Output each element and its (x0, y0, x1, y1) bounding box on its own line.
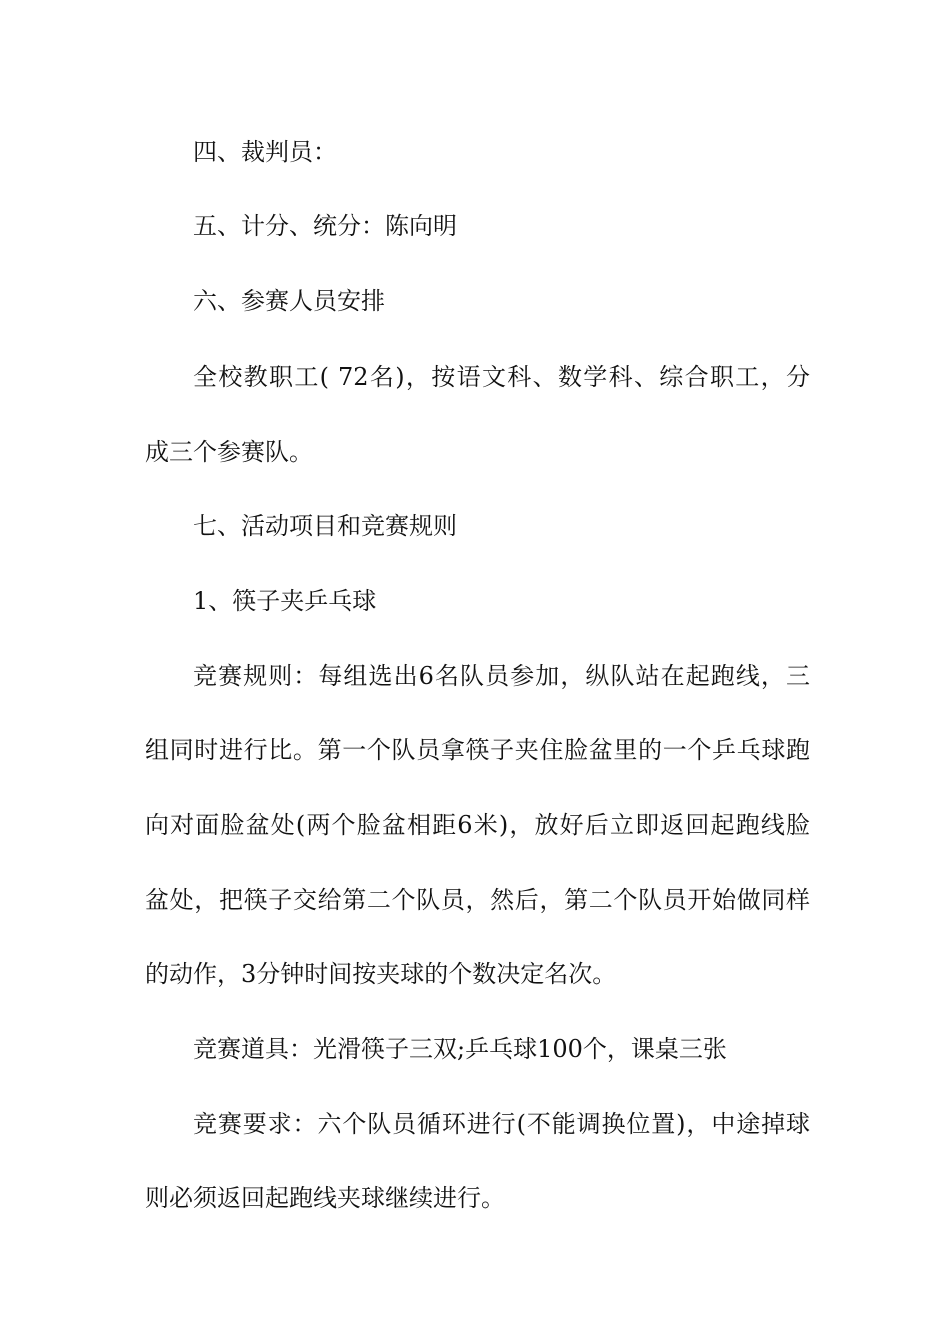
participants-paragraph-line-2: 成三个参赛队。 (145, 438, 313, 466)
section-4-heading: 四、裁判员： (193, 138, 337, 166)
rules-paragraph-line-4: 盆处，把筷子交给第二个队员，然后，第二个队员开始做同样 (145, 886, 810, 914)
props-paragraph: 竞赛道具：光滑筷子三双;乒乓球100个，课桌三张 (193, 1035, 727, 1063)
rules-paragraph-line-1: 竞赛规则：每组选出6名队员参加，纵队站在起跑线，三 (193, 662, 810, 690)
rules-paragraph-line-2: 组同时进行比。第一个队员拿筷子夹住脸盆里的一个乒乓球跑 (145, 736, 810, 764)
section-6-heading: 六、参赛人员安排 (193, 287, 385, 315)
rules-paragraph-line-3: 向对面脸盆处(两个脸盆相距6米)，放好后立即返回起跑线脸 (145, 811, 810, 839)
section-7-heading: 七、活动项目和竞赛规则 (193, 512, 457, 540)
requirements-paragraph-line-1: 竞赛要求：六个队员循环进行(不能调换位置)，中途掉球 (193, 1110, 810, 1138)
rules-paragraph-line-5: 的动作，3分钟时间按夹球的个数决定名次。 (145, 960, 617, 988)
section-5-heading: 五、计分、统分：陈向明 (193, 212, 457, 240)
requirements-paragraph-line-2: 则必须返回起跑线夹球继续进行。 (145, 1184, 505, 1212)
participants-paragraph-line-1: 全校教职工( 72名)，按语文科、数学科、综合职工，分 (193, 363, 810, 391)
event-1-heading: 1、筷子夹乒乓球 (193, 587, 377, 615)
